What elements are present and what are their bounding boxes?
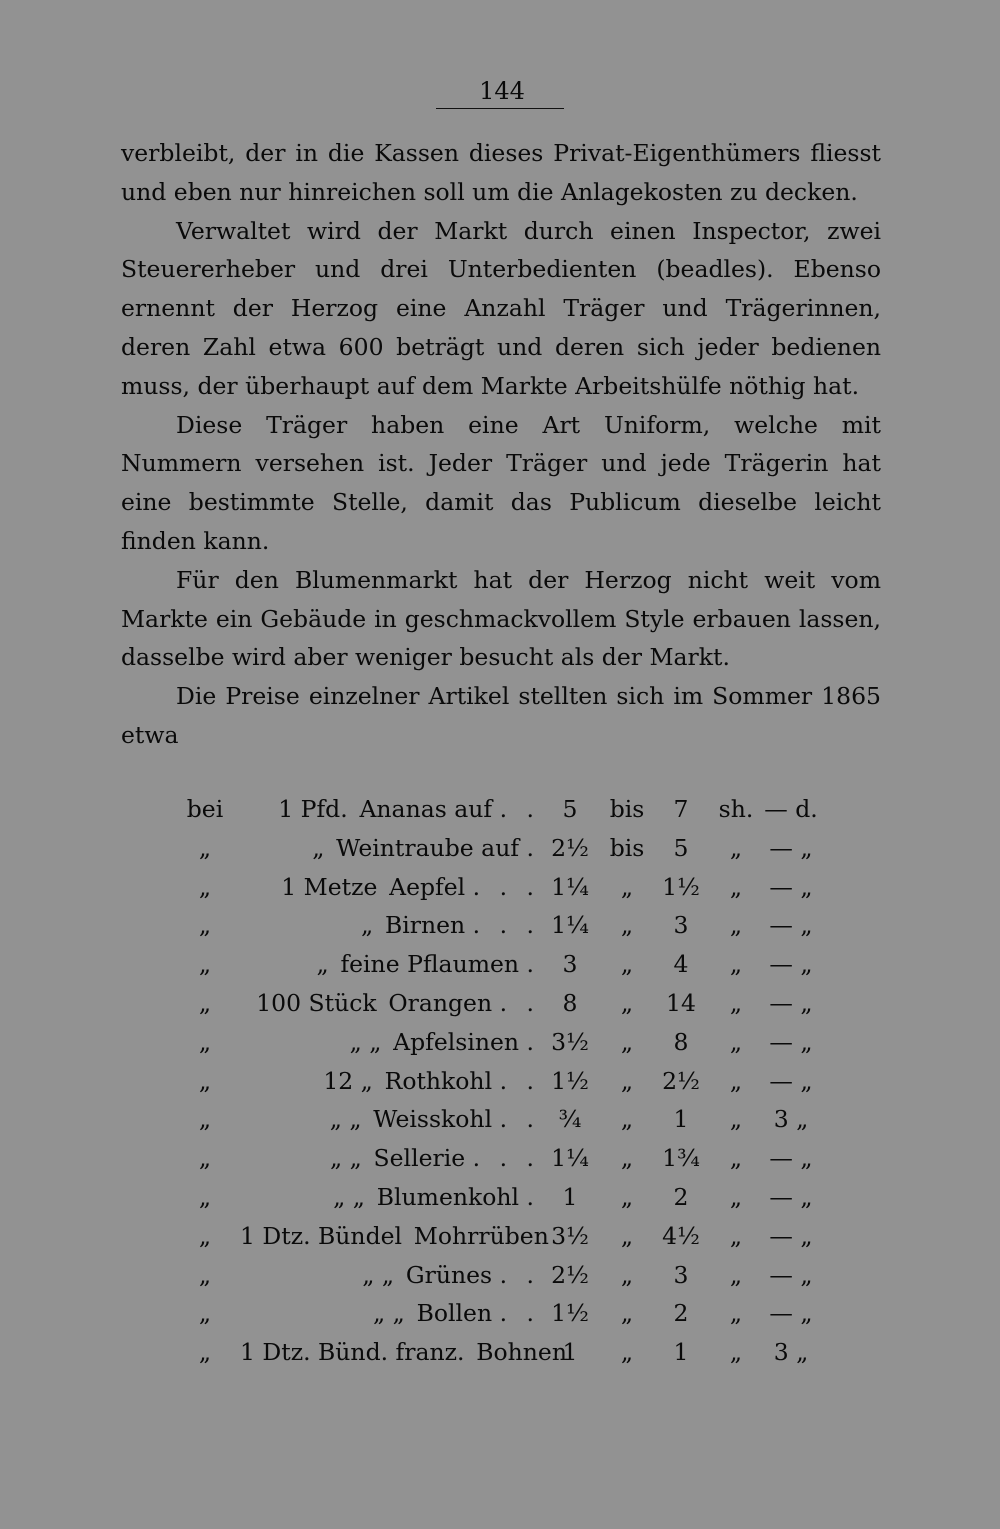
price-pence: — d. (764, 795, 818, 823)
price-to: 4 (673, 950, 689, 979)
price-row-item (240, 1139, 540, 1177)
price-row-item (240, 984, 540, 1022)
price-bis: „ (620, 1260, 634, 1289)
price-to: 1 (673, 1105, 689, 1134)
price-shilling: „ (729, 911, 743, 940)
price-row-leader-dots: . (526, 1027, 540, 1056)
price-from: 1¼ (551, 1144, 589, 1173)
price-to: 3 (673, 1260, 689, 1289)
price-row-article: Bohnen (476, 1338, 567, 1367)
price-row-prefix: „ (198, 1105, 212, 1134)
price-bis: bis (609, 795, 645, 823)
price-shilling: „ (729, 872, 743, 901)
price-bis: „ (620, 1299, 634, 1328)
price-row-quantity: „ „ (333, 1183, 365, 1211)
price-shilling: „ (729, 1260, 743, 1289)
price-row-quantity: 12 „ (323, 1066, 373, 1095)
price-row-quantity: „ (316, 950, 329, 979)
price-from: 1 (562, 1183, 578, 1211)
price-to: 3 (673, 911, 689, 940)
price-shilling: „ (729, 1105, 743, 1134)
price-pence: 3 „ (773, 1338, 809, 1367)
price-row (0, 906, 1000, 944)
price-pence: — „ (769, 911, 813, 940)
price-row-prefix: „ (198, 1260, 212, 1289)
price-to: 4½ (662, 1221, 700, 1250)
price-from: 3½ (551, 1027, 589, 1056)
price-bis: „ (620, 1221, 634, 1250)
price-from: 1¼ (551, 872, 589, 901)
price-row-article: Rothkohl (384, 1066, 493, 1095)
price-row (0, 1062, 1000, 1100)
price-row-quantity: 1 Dtz. Bündel (240, 1221, 403, 1250)
price-pence: — „ (769, 1066, 813, 1095)
paragraph-1: verbleibt, der in die Kassen dieses Privat-Eigenthümers fliesst und eben nur hinreichen soll um die Anlagekosten zu decken. (121, 139, 881, 206)
price-shilling: „ (729, 950, 743, 979)
price-row-item (240, 1333, 567, 1371)
price-bis: „ (620, 872, 634, 901)
price-bis: „ (620, 1183, 634, 1211)
price-row (0, 984, 1000, 1022)
price-row-leader-dots: . . (499, 795, 540, 823)
price-row-prefix: „ (198, 1338, 212, 1367)
price-to: 1¾ (662, 1144, 700, 1173)
price-row (0, 1139, 1000, 1177)
price-from: 1 (562, 1338, 578, 1367)
price-row-prefix: „ (198, 1299, 212, 1328)
price-row-article: Birnen (384, 911, 466, 940)
price-row-article: Aepfel (389, 872, 466, 901)
price-row-article: Mohrrüben (413, 1221, 549, 1250)
price-row-article: Grünes (405, 1260, 493, 1289)
paragraph-2: Verwaltet wird der Markt durch einen Inspector, zwei Steuererheber und drei Unterbedienten (beadles). Ebenso ernennt der Herzog eine Anzahl Träger und Trägerinnen, deren Zahl etwa 600 beträgt und deren sich jeder bedienen muss, der überhaupt auf dem Markte Arbeitshülfe nöthig hat. (121, 216, 881, 400)
price-row-item (240, 790, 540, 828)
price-row-item (240, 829, 540, 867)
price-to: 1½ (662, 872, 700, 901)
price-row-article: Bollen (416, 1299, 493, 1328)
price-row-item (240, 1178, 540, 1216)
price-row-article: Orangen (388, 989, 493, 1017)
price-to: 2½ (662, 1066, 700, 1095)
price-bis: „ (620, 1338, 634, 1367)
price-row-article: Weintraube auf (336, 833, 520, 862)
price-row-quantity: „ „ (373, 1299, 405, 1328)
price-row (0, 1100, 1000, 1138)
price-from: ¾ (558, 1105, 582, 1134)
price-pence: — „ (769, 989, 813, 1017)
price-row-article: Weisskohl (373, 1105, 493, 1134)
price-from: 2½ (551, 1260, 589, 1289)
price-pence: — „ (769, 1027, 813, 1056)
price-row (0, 1294, 1000, 1332)
price-row-leader-dots: . . . (472, 911, 540, 940)
price-to: 14 (666, 989, 696, 1017)
price-row-quantity: „ (361, 911, 374, 940)
price-to: 8 (673, 1027, 689, 1056)
price-row (0, 1178, 1000, 1216)
price-row (0, 829, 1000, 867)
price-row (0, 945, 1000, 983)
price-shilling: „ (729, 1299, 743, 1328)
price-row-item (240, 1256, 540, 1294)
page-number: 144 (479, 77, 525, 105)
price-row-leader-dots: . (526, 1183, 540, 1211)
price-row-quantity: 1 Pfd. (278, 795, 348, 823)
price-row-prefix: „ (198, 872, 212, 901)
price-row-quantity: „ „ (329, 1105, 362, 1134)
price-row-leader-dots: . . (499, 1105, 540, 1134)
price-row-article: Sellerie (373, 1144, 466, 1173)
price-bis: „ (620, 1027, 634, 1056)
body-text (121, 134, 881, 755)
price-row-prefix: „ (198, 1144, 212, 1173)
price-row-item (240, 1023, 540, 1061)
price-row-prefix: „ (198, 911, 212, 940)
price-row-article: Apfelsinen (393, 1027, 520, 1056)
price-pence: — „ (769, 872, 813, 901)
price-pence: — „ (769, 1144, 813, 1173)
paragraph-4: Für den Blumenmarkt hat der Herzog nicht weit vom Markte ein Gebäude in geschmackvollem Style erbauen lassen, dasselbe wird aber weniger besucht als der Markt. (121, 565, 881, 672)
price-row-leader-dots: . . . (472, 872, 540, 901)
price-row-quantity: „ (312, 833, 325, 862)
price-pence: 3 „ (773, 1105, 809, 1134)
price-row-prefix: „ (198, 1221, 212, 1250)
price-row-item (240, 945, 540, 983)
price-row (0, 1217, 1000, 1255)
price-pence: — „ (769, 1299, 813, 1328)
price-row-quantity: „ „ (362, 1260, 395, 1289)
price-to: 1 (673, 1338, 689, 1367)
price-row-quantity: „ „ (329, 1144, 362, 1173)
price-row-item (240, 906, 540, 944)
price-bis: bis (609, 833, 645, 862)
price-bis: „ (620, 911, 634, 940)
price-row-quantity: 100 Stück (256, 989, 377, 1017)
price-row-quantity: 1 Dtz. Bünd. franz. (240, 1338, 465, 1367)
price-row-prefix: bei (186, 795, 224, 823)
price-from: 5 (562, 795, 578, 823)
price-row-leader-dots: . . (499, 1299, 540, 1328)
price-row-quantity: 1 Metze (281, 872, 378, 901)
price-row-item (240, 1062, 540, 1100)
price-bis: „ (620, 1144, 634, 1173)
price-shilling: „ (729, 1338, 743, 1367)
price-row (0, 790, 1000, 828)
price-to: 5 (673, 833, 689, 862)
price-row (0, 1023, 1000, 1061)
price-to: 2 (673, 1299, 689, 1328)
price-from: 2½ (551, 833, 589, 862)
price-shilling: „ (729, 1144, 743, 1173)
price-row-leader-dots: . (526, 833, 540, 862)
price-from: 3 (562, 950, 578, 979)
price-row (0, 1256, 1000, 1294)
price-shilling: „ (729, 1066, 743, 1095)
price-bis: „ (620, 950, 634, 979)
price-bis: „ (620, 1066, 634, 1095)
price-shilling: „ (729, 989, 743, 1017)
price-row-leader-dots: . . (499, 1066, 540, 1095)
price-row-prefix: „ (198, 989, 212, 1017)
paragraph-5: Die Preise einzelner Artikel stellten sich im Sommer 1865 etwa (121, 682, 881, 749)
price-row-prefix: „ (198, 833, 212, 862)
price-row-article: feine Pflaumen (340, 950, 520, 979)
price-to: 2 (673, 1183, 689, 1211)
price-from: 1½ (551, 1066, 589, 1095)
price-row-article: Blumenkohl (376, 1183, 520, 1211)
price-row (0, 868, 1000, 906)
price-from: 8 (562, 989, 578, 1017)
price-shilling: sh. (718, 795, 754, 823)
price-pence: — „ (769, 833, 813, 862)
price-from: 3½ (551, 1221, 589, 1250)
price-pence: — „ (769, 1183, 813, 1211)
price-pence: — „ (769, 1260, 813, 1289)
price-row-item (240, 1100, 540, 1138)
price-row-quantity: „ „ (349, 1027, 382, 1056)
price-row-leader-dots: . . . (472, 1144, 540, 1173)
price-shilling: „ (729, 1027, 743, 1056)
price-bis: „ (620, 1105, 634, 1134)
price-row-item (240, 868, 540, 906)
price-pence: — „ (769, 1221, 813, 1250)
price-row-prefix: „ (198, 950, 212, 979)
price-row-prefix: „ (198, 1027, 212, 1056)
price-row-item (240, 1294, 540, 1332)
price-row-prefix: „ (198, 1183, 212, 1211)
price-row (0, 1333, 1000, 1371)
price-from: 1½ (551, 1299, 589, 1328)
price-row-leader-dots: . . (499, 989, 540, 1017)
price-shilling: „ (729, 1221, 743, 1250)
price-row-item (240, 1217, 549, 1255)
header-rule (436, 108, 564, 109)
price-row-leader-dots: . . (499, 1260, 540, 1289)
price-row-article: Ananas auf (359, 795, 493, 823)
price-shilling: „ (729, 833, 743, 862)
price-shilling: „ (729, 1183, 743, 1211)
price-to: 7 (673, 795, 689, 823)
price-pence: — „ (769, 950, 813, 979)
price-bis: „ (620, 989, 634, 1017)
price-row-leader-dots: . (526, 950, 540, 979)
price-from: 1¼ (551, 911, 589, 940)
price-row-prefix: „ (198, 1066, 212, 1095)
paragraph-3: Diese Träger haben eine Art Uniform, welche mit Nummern versehen ist. Jeder Träger und jede Trägerin hat eine bestimmte Stelle, damit das Publicum dieselbe leicht finden kann. (121, 410, 881, 555)
